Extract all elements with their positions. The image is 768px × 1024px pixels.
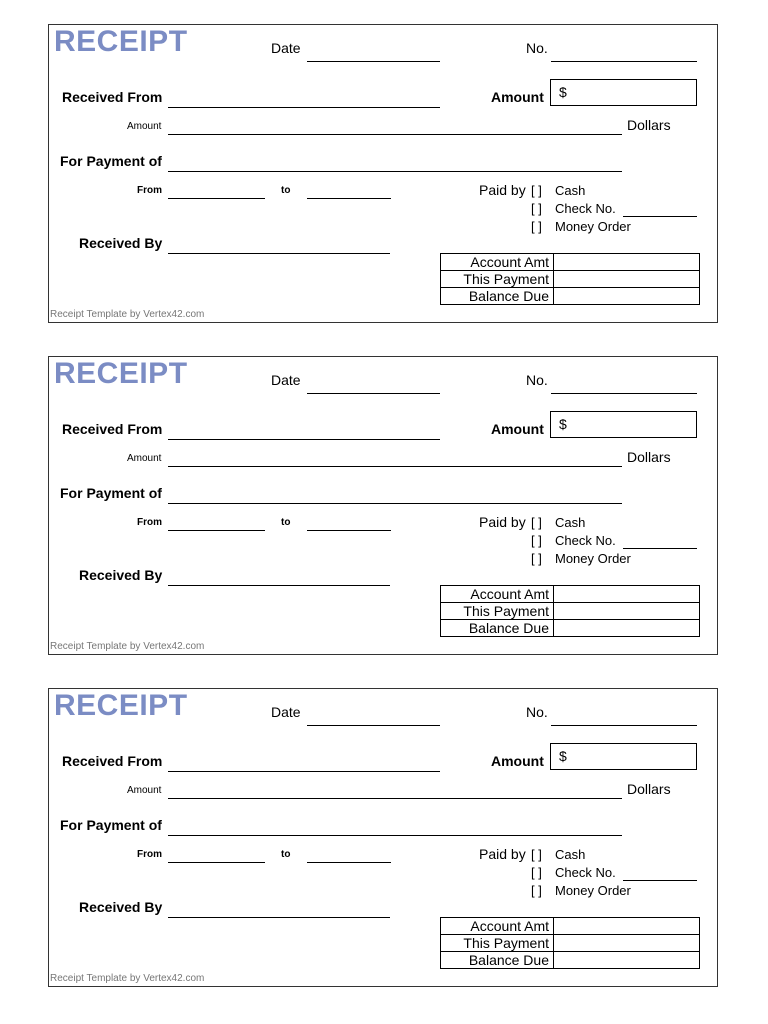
amount-words-label: Amount <box>127 785 162 796</box>
money-order-label: Money Order <box>555 551 631 566</box>
received-from-field[interactable] <box>168 439 440 440</box>
receipt-form <box>48 688 718 987</box>
table-row <box>441 254 700 271</box>
this-payment-field[interactable] <box>554 935 700 952</box>
date-label: Date <box>271 40 301 56</box>
cash-label: Cash <box>555 515 586 530</box>
dollars-label: Dollars <box>627 449 671 465</box>
balance-due-label: Balance Due <box>441 288 554 305</box>
amount-words-field[interactable] <box>168 134 622 135</box>
money-order-checkbox[interactable]: [ ] <box>531 219 542 234</box>
currency-symbol: $ <box>559 748 567 764</box>
amount-words-field[interactable] <box>168 798 622 799</box>
table-row <box>441 288 700 305</box>
account-summary-table <box>440 585 700 637</box>
account-amt-label: Account Amt <box>441 254 554 271</box>
receipt-number-label: No. <box>526 372 548 388</box>
check-checkbox[interactable]: [ ] <box>531 201 542 216</box>
account-summary-table <box>440 253 700 305</box>
dollars-label: Dollars <box>627 781 671 797</box>
currency-symbol: $ <box>559 84 567 100</box>
received-by-label: Received By <box>79 567 163 583</box>
from-field[interactable] <box>168 530 265 531</box>
template-credit: Receipt Template by Vertex42.com <box>50 309 205 320</box>
currency-symbol: $ <box>559 416 567 432</box>
cash-label: Cash <box>555 183 586 198</box>
cash-checkbox[interactable]: [ ] <box>531 515 542 530</box>
amount-label: Amount <box>491 421 544 437</box>
this-payment-label: This Payment <box>441 603 554 620</box>
to-label: to <box>281 185 291 196</box>
account-amt-label: Account Amt <box>441 586 554 603</box>
date-field[interactable] <box>307 61 440 62</box>
table-row <box>441 935 700 952</box>
table-row <box>441 952 700 969</box>
receipt-number-field[interactable] <box>551 725 697 726</box>
date-field[interactable] <box>307 393 440 394</box>
amount-field[interactable] <box>550 743 697 770</box>
check-number-field[interactable] <box>623 216 697 217</box>
date-field[interactable] <box>307 725 440 726</box>
amount-words-field[interactable] <box>168 466 622 467</box>
money-order-checkbox[interactable]: [ ] <box>531 883 542 898</box>
table-row <box>441 620 700 637</box>
date-label: Date <box>271 704 301 720</box>
money-order-label: Money Order <box>555 219 631 234</box>
this-payment-field[interactable] <box>554 271 700 288</box>
balance-due-field[interactable] <box>554 952 700 969</box>
check-checkbox[interactable]: [ ] <box>531 533 542 548</box>
check-checkbox[interactable]: [ ] <box>531 865 542 880</box>
amount-field[interactable] <box>550 411 697 438</box>
balance-due-label: Balance Due <box>441 952 554 969</box>
template-credit: Receipt Template by Vertex42.com <box>50 973 205 984</box>
for-payment-field[interactable] <box>168 171 622 172</box>
paid-by-label: Paid by <box>479 846 526 862</box>
for-payment-label: For Payment of <box>60 153 162 169</box>
for-payment-field[interactable] <box>168 503 622 504</box>
received-by-label: Received By <box>79 235 163 251</box>
table-row <box>441 586 700 603</box>
to-field[interactable] <box>307 862 391 863</box>
amount-field[interactable] <box>550 79 697 106</box>
received-by-field[interactable] <box>168 917 390 918</box>
received-from-field[interactable] <box>168 107 440 108</box>
receipt-title: RECEIPT <box>54 357 188 390</box>
check-number-label: Check No. <box>555 865 616 880</box>
to-label: to <box>281 849 291 860</box>
this-payment-label: This Payment <box>441 935 554 952</box>
cash-checkbox[interactable]: [ ] <box>531 183 542 198</box>
cash-checkbox[interactable]: [ ] <box>531 847 542 862</box>
to-field[interactable] <box>307 198 391 199</box>
from-label: From <box>137 849 162 860</box>
this-payment-label: This Payment <box>441 271 554 288</box>
dollars-label: Dollars <box>627 117 671 133</box>
received-by-label: Received By <box>79 899 163 915</box>
table-row <box>441 271 700 288</box>
money-order-checkbox[interactable]: [ ] <box>531 551 542 566</box>
to-label: to <box>281 517 291 528</box>
from-field[interactable] <box>168 198 265 199</box>
table-row <box>441 603 700 620</box>
check-number-field[interactable] <box>623 548 697 549</box>
amount-label: Amount <box>491 753 544 769</box>
receipt-title: RECEIPT <box>54 689 188 722</box>
check-number-field[interactable] <box>623 880 697 881</box>
receipt-number-field[interactable] <box>551 393 697 394</box>
balance-due-field[interactable] <box>554 288 700 305</box>
receipt-form <box>48 24 718 323</box>
for-payment-field[interactable] <box>168 835 622 836</box>
from-field[interactable] <box>168 862 265 863</box>
for-payment-label: For Payment of <box>60 485 162 501</box>
this-payment-field[interactable] <box>554 603 700 620</box>
received-from-label: Received From <box>62 89 163 105</box>
check-number-label: Check No. <box>555 533 616 548</box>
account-summary-table <box>440 917 700 969</box>
received-from-label: Received From <box>62 753 163 769</box>
table-row <box>441 918 700 935</box>
received-from-label: Received From <box>62 421 163 437</box>
account-amt-field[interactable] <box>554 254 700 271</box>
paid-by-label: Paid by <box>479 514 526 530</box>
received-by-field[interactable] <box>168 253 390 254</box>
template-credit: Receipt Template by Vertex42.com <box>50 641 205 652</box>
received-by-field[interactable] <box>168 585 390 586</box>
account-amt-field[interactable] <box>554 918 700 935</box>
receipt-number-label: No. <box>526 40 548 56</box>
account-amt-field[interactable] <box>554 586 700 603</box>
balance-due-field[interactable] <box>554 620 700 637</box>
receipt-title: RECEIPT <box>54 25 188 58</box>
amount-words-label: Amount <box>127 453 162 464</box>
cash-label: Cash <box>555 847 586 862</box>
for-payment-label: For Payment of <box>60 817 162 833</box>
receipt-number-label: No. <box>526 704 548 720</box>
receipt-form <box>48 356 718 655</box>
date-label: Date <box>271 372 301 388</box>
check-number-label: Check No. <box>555 201 616 216</box>
from-label: From <box>137 185 162 196</box>
to-field[interactable] <box>307 530 391 531</box>
paid-by-label: Paid by <box>479 182 526 198</box>
money-order-label: Money Order <box>555 883 631 898</box>
receipt-number-field[interactable] <box>551 61 697 62</box>
amount-label: Amount <box>491 89 544 105</box>
from-label: From <box>137 517 162 528</box>
received-from-field[interactable] <box>168 771 440 772</box>
account-amt-label: Account Amt <box>441 918 554 935</box>
amount-words-label: Amount <box>127 121 162 132</box>
balance-due-label: Balance Due <box>441 620 554 637</box>
